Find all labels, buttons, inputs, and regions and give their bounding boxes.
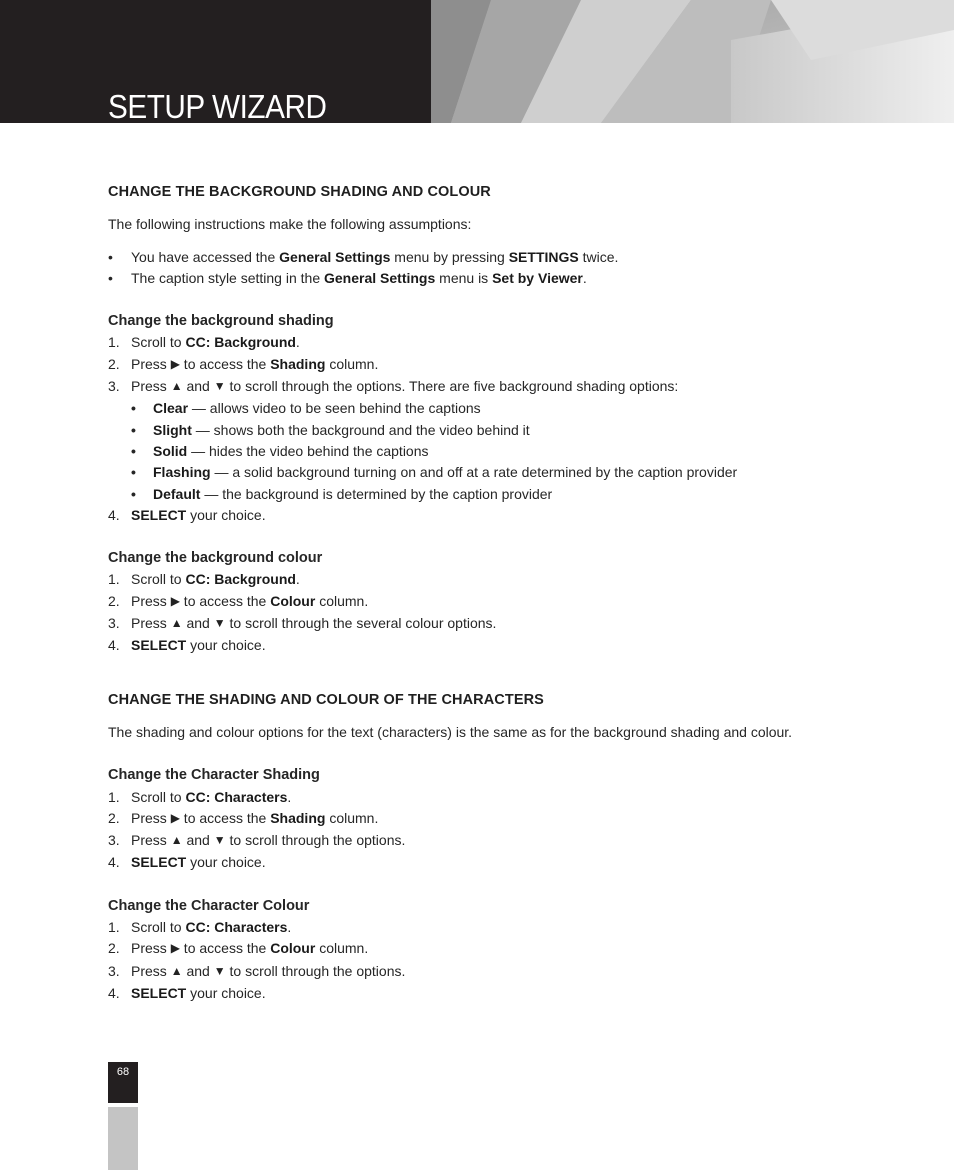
step-item: 1. Scroll to CC: Background. bbox=[108, 334, 300, 351]
steps-background-shading-final bbox=[108, 505, 888, 526]
list-item: • Clear — allows video to be seen behind the captions bbox=[131, 400, 481, 417]
steps-background-shading bbox=[108, 332, 888, 398]
up-arrow-icon: ▲ bbox=[170, 379, 183, 394]
steps-character-colour bbox=[108, 917, 888, 1004]
list-item: • You have accessed the General Settings menu by pressing SETTINGS twice. bbox=[108, 248, 619, 265]
header-graphic bbox=[431, 0, 954, 123]
step-item: 2. Press ▶ to access the Shading column. bbox=[108, 355, 379, 372]
step-item: 3. Press ▲ and ▼ to scroll through the several colour options. bbox=[108, 615, 497, 632]
subheading-background-shading: Change the background shading bbox=[108, 313, 334, 330]
step-item: 1. Scroll to CC: Characters. bbox=[108, 788, 292, 805]
steps-background-colour bbox=[108, 569, 888, 656]
page-title: SETUP WIZARD bbox=[108, 88, 327, 125]
step-item: 1. Scroll to CC: Background. bbox=[108, 571, 300, 588]
right-arrow-icon: ▶ bbox=[170, 941, 180, 956]
right-arrow-icon: ▶ bbox=[170, 810, 180, 825]
section-heading-background: CHANGE THE BACKGROUND SHADING AND COLOUR bbox=[108, 184, 491, 200]
step-item: 4. SELECT your choice. bbox=[108, 506, 266, 523]
step-item: 3. Press ▲ and ▼ to scroll through the options. bbox=[108, 962, 406, 979]
down-arrow-icon: ▼ bbox=[213, 963, 226, 978]
list-item: • Slight — shows both the background and the video behind it bbox=[131, 421, 530, 438]
page-number: 68 bbox=[108, 1062, 138, 1103]
step-item: 3. Press ▲ and ▼ to scroll through the options. There are five background shading options: bbox=[108, 378, 679, 395]
section-heading-characters: CHANGE THE SHADING AND COLOUR OF THE CHARACTERS bbox=[108, 691, 544, 708]
down-arrow-icon: ▼ bbox=[213, 616, 226, 631]
up-arrow-icon: ▲ bbox=[170, 616, 183, 631]
shading-options-list bbox=[108, 398, 888, 504]
page-content bbox=[108, 182, 888, 1004]
up-arrow-icon: ▲ bbox=[170, 963, 183, 978]
down-arrow-icon: ▼ bbox=[213, 833, 226, 848]
list-item: • Default — the background is determined by the caption provider bbox=[131, 485, 553, 502]
step-item: 3. Press ▲ and ▼ to scroll through the options. bbox=[108, 832, 406, 849]
step-item: 4. SELECT your choice. bbox=[108, 984, 266, 1001]
subheading-character-shading: Change the Character Shading bbox=[108, 767, 320, 784]
section-intro: The following instructions make the following assumptions: bbox=[108, 216, 472, 233]
section-intro: The shading and colour options for the text (characters) is the same as for the background shading and colour. bbox=[108, 723, 793, 740]
page-tab-grey bbox=[108, 1107, 138, 1170]
assumptions-list bbox=[108, 247, 888, 290]
subheading-character-colour: Change the Character Colour bbox=[108, 897, 310, 914]
list-item: • Flashing — a solid background turning on and off at a rate determined by the caption provider bbox=[131, 464, 738, 481]
up-arrow-icon: ▲ bbox=[170, 833, 183, 848]
list-item: • Solid — hides the video behind the captions bbox=[131, 442, 429, 459]
step-item: 1. Scroll to CC: Characters. bbox=[108, 919, 292, 936]
steps-character-shading bbox=[108, 787, 888, 874]
step-item: 4. SELECT your choice. bbox=[108, 854, 266, 871]
step-item: 2. Press ▶ to access the Colour column. bbox=[108, 592, 369, 609]
step-item: 4. SELECT your choice. bbox=[108, 637, 266, 654]
right-arrow-icon: ▶ bbox=[170, 593, 180, 608]
subheading-background-colour: Change the background colour bbox=[108, 550, 323, 567]
list-item: • The caption style setting in the General Settings menu is Set by Viewer. bbox=[108, 269, 587, 286]
right-arrow-icon: ▶ bbox=[170, 356, 180, 371]
step-item: 2. Press ▶ to access the Colour column. bbox=[108, 940, 369, 957]
step-item: 2. Press ▶ to access the Shading column. bbox=[108, 809, 379, 826]
down-arrow-icon: ▼ bbox=[213, 379, 226, 394]
header-decorative-image bbox=[431, 0, 954, 123]
